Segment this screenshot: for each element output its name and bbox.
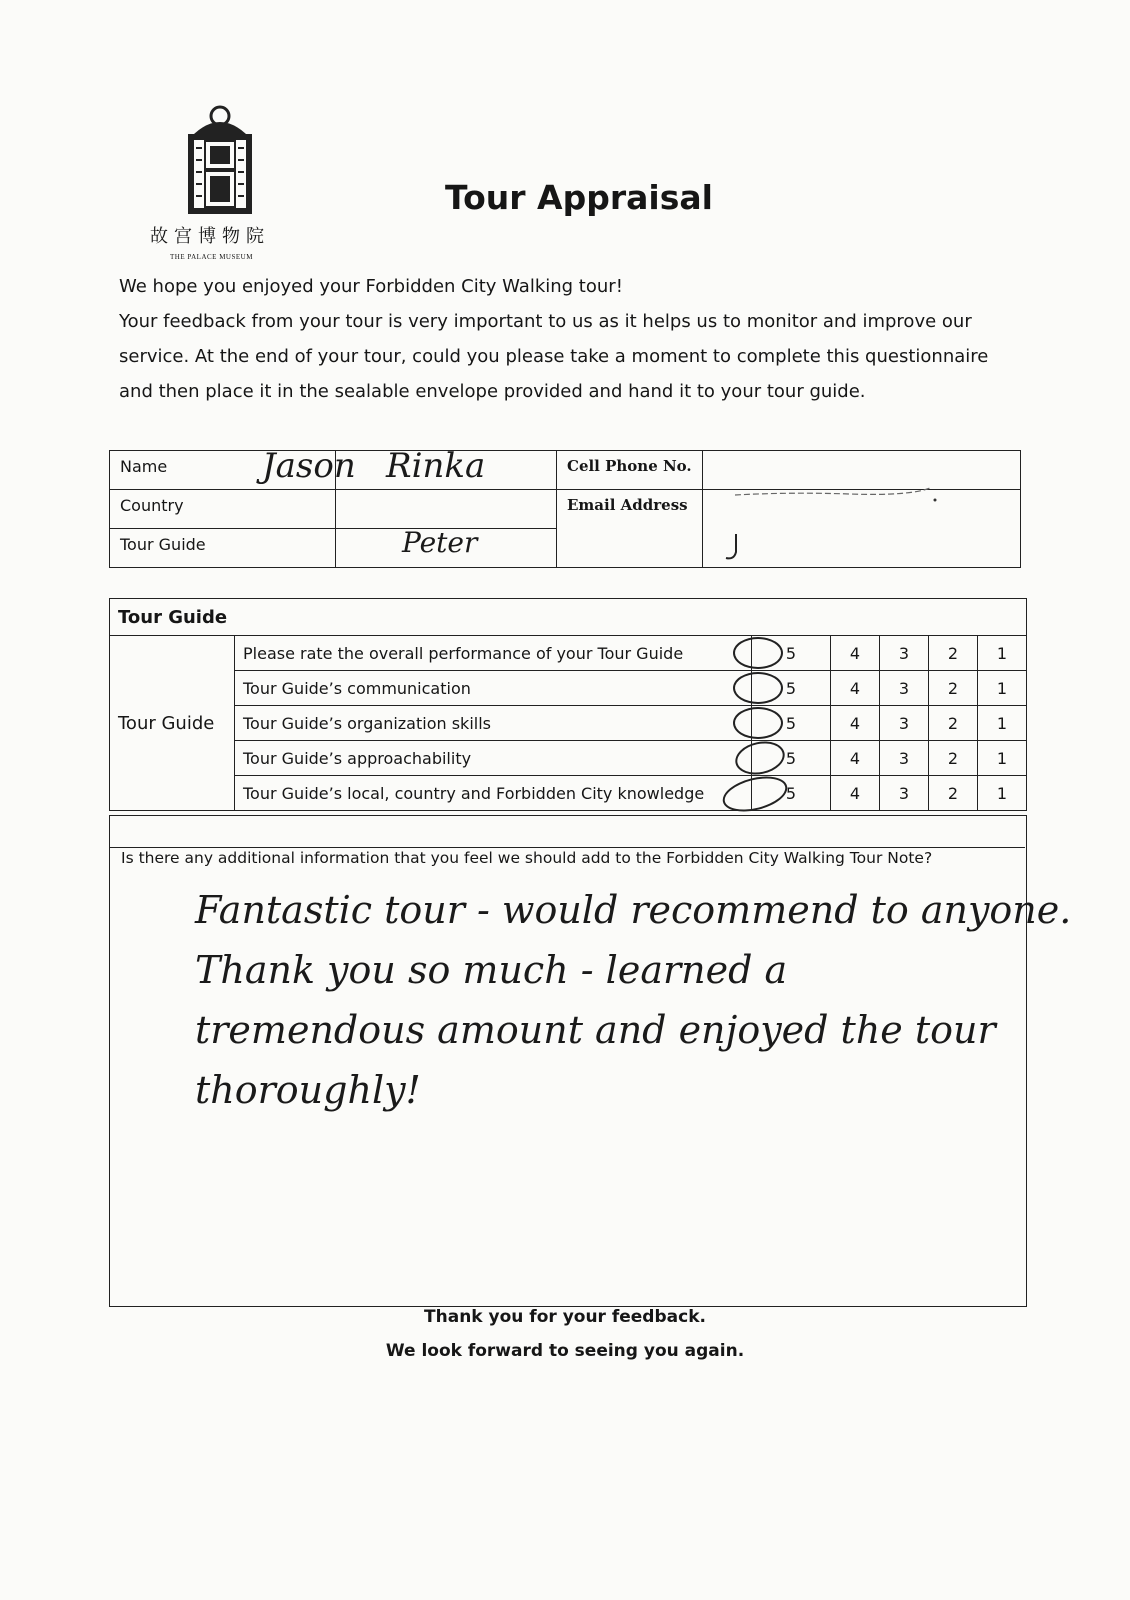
intro-text <box>119 269 999 409</box>
cell-phone-label: Cell Phone No. <box>557 451 703 490</box>
rating-option-3[interactable]: 3 <box>880 741 929 776</box>
rating-option-3[interactable]: 3 <box>880 776 929 811</box>
selected-rating-circle <box>733 707 783 739</box>
handwritten-mark <box>718 530 748 564</box>
handwritten-comment <box>195 880 1072 1120</box>
rating-option-1[interactable]: 1 <box>978 636 1027 671</box>
rating-option-4[interactable]: 4 <box>831 776 880 811</box>
name-label: Name <box>110 451 336 490</box>
criterion-label: Tour Guide’s organization skills <box>235 706 752 741</box>
closing-text: We look forward to seeing you again. <box>385 1341 745 1361</box>
rating-option-5[interactable]: 5 <box>752 776 831 811</box>
logo-chinese-text: 故宫博物院 <box>150 226 270 247</box>
intro-line: Your feedback from your tour is very important to us as it helps us to monitor and improve our <box>119 311 972 332</box>
country-label: Country <box>110 490 336 529</box>
palace-museum-logo <box>180 104 260 219</box>
rating-option-1[interactable]: 1 <box>978 671 1027 706</box>
rating-option-4[interactable]: 4 <box>831 636 880 671</box>
additional-info-question: Is there any additional information that you feel we should add to the Forbidden City Walking Tour Note? <box>121 849 933 867</box>
rating-option-2[interactable]: 2 <box>929 671 978 706</box>
intro-line: and then place it in the sealable envelope provided and hand it to your tour guide. <box>119 381 866 402</box>
selected-rating-circle <box>733 637 783 669</box>
handwritten-first-name: Jason <box>262 446 356 486</box>
rating-option-3[interactable]: 3 <box>880 671 929 706</box>
tour-guide-rating-table <box>109 598 1027 811</box>
redacted-scribble <box>730 480 940 510</box>
logo-english-text: THE PALACE MUSEUM <box>170 253 253 261</box>
intro-line: service. At the end of your tour, could you please take a moment to complete this questionnaire <box>119 346 989 367</box>
selected-rating-circle <box>733 672 783 704</box>
rating-option-2[interactable]: 2 <box>929 636 978 671</box>
comment-line: tremendous amount and enjoyed the tour <box>195 1008 996 1052</box>
thank-you-text: Thank you for your feedback. <box>424 1307 706 1327</box>
criterion-label: Tour Guide’s approachability <box>235 741 752 776</box>
rating-group-label: Tour Guide <box>110 636 235 811</box>
rating-option-4[interactable]: 4 <box>831 741 880 776</box>
criterion-label: Tour Guide’s communication <box>235 671 752 706</box>
rating-option-3[interactable]: 3 <box>880 706 929 741</box>
intro-line: We hope you enjoyed your Forbidden City Walking tour! <box>119 276 623 297</box>
comment-line: thoroughly! <box>195 1068 421 1112</box>
rating-option-2[interactable]: 2 <box>929 741 978 776</box>
handwritten-last-name: Rinka <box>386 446 486 486</box>
rating-option-4[interactable]: 4 <box>831 671 880 706</box>
rating-option-5[interactable]: 5 <box>752 671 831 706</box>
page-title: Tour Appraisal <box>445 178 713 217</box>
rating-option-3[interactable]: 3 <box>880 636 929 671</box>
rating-option-4[interactable]: 4 <box>831 706 880 741</box>
criterion-label: Please rate the overall performance of your Tour Guide <box>235 636 752 671</box>
rating-option-2[interactable]: 2 <box>929 706 978 741</box>
rating-section-title: Tour Guide <box>110 599 1027 636</box>
rating-option-2[interactable]: 2 <box>929 776 978 811</box>
country-field[interactable] <box>336 490 557 529</box>
handwritten-guide-name: Peter <box>402 526 478 559</box>
tour-guide-label: Tour Guide <box>110 529 336 568</box>
comment-line: Fantastic tour - would recommend to anyone. <box>195 888 1072 932</box>
rating-option-1[interactable]: 1 <box>978 706 1027 741</box>
comment-line: Thank you so much - learned a <box>195 948 788 992</box>
rating-option-1[interactable]: 1 <box>978 776 1027 811</box>
email-label: Email Address <box>557 490 703 568</box>
criterion-label: Tour Guide’s local, country and Forbidden City knowledge <box>235 776 752 811</box>
rating-option-1[interactable]: 1 <box>978 741 1027 776</box>
rating-option-5[interactable]: 5 <box>752 636 831 671</box>
rating-option-5[interactable]: 5 <box>752 706 831 741</box>
additional-info-spacer <box>109 815 1025 848</box>
rating-option-5[interactable]: 5 <box>752 741 831 776</box>
